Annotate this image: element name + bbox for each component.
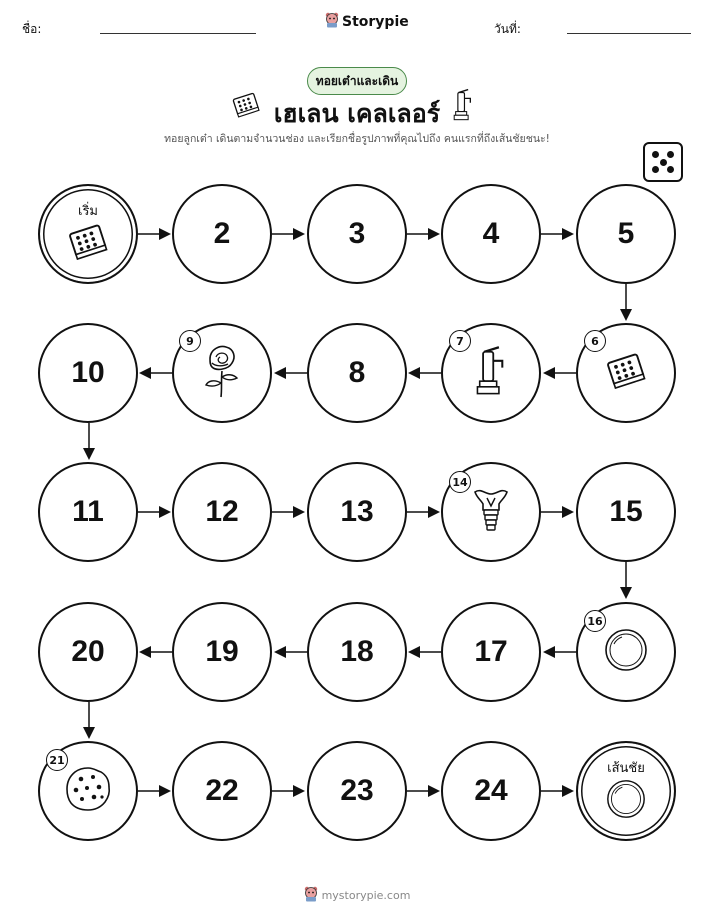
braille-book-icon bbox=[68, 224, 108, 264]
start-square[interactable] bbox=[38, 184, 138, 284]
name-label: ชื่อ: bbox=[22, 22, 42, 36]
square-number-badge: 16 bbox=[584, 610, 606, 632]
board-square-12[interactable]: 12 bbox=[172, 462, 272, 562]
throat-larynx-icon bbox=[471, 484, 511, 540]
game-type-badge: ทอยเต๋าและเดิน bbox=[307, 67, 407, 95]
plate-icon bbox=[604, 628, 648, 676]
board-square-3[interactable]: 3 bbox=[307, 184, 407, 284]
page-title: เฮเลน เคลเลอร์ bbox=[273, 99, 441, 128]
board-square-11[interactable]: 11 bbox=[38, 462, 138, 562]
rose-icon bbox=[200, 343, 244, 403]
storypie-logo-icon bbox=[304, 886, 318, 905]
square-number-badge: 9 bbox=[179, 330, 201, 352]
board-square-15[interactable]: 15 bbox=[576, 462, 676, 562]
board-square-5[interactable]: 5 bbox=[576, 184, 676, 284]
square-number-badge: 6 bbox=[584, 330, 606, 352]
board-square-23[interactable]: 23 bbox=[307, 741, 407, 841]
board-square-13[interactable]: 13 bbox=[307, 462, 407, 562]
board-square-2[interactable]: 2 bbox=[172, 184, 272, 284]
square-number-badge: 21 bbox=[46, 749, 68, 771]
board-square-19[interactable]: 19 bbox=[172, 602, 272, 702]
square-number-badge: 7 bbox=[449, 330, 471, 352]
board-square-22[interactable]: 22 bbox=[172, 741, 272, 841]
square-number-badge: 14 bbox=[449, 471, 471, 493]
footer bbox=[0, 886, 714, 905]
board-square-18[interactable]: 18 bbox=[307, 602, 407, 702]
start-label: เริ่ม bbox=[78, 204, 98, 219]
board-square-10[interactable]: 10 bbox=[38, 323, 138, 423]
finish-square[interactable] bbox=[576, 741, 676, 841]
board-square-24[interactable]: 24 bbox=[441, 741, 541, 841]
board-square-20[interactable]: 20 bbox=[38, 602, 138, 702]
finish-label: เส้นชัย bbox=[607, 761, 645, 776]
instructions: ทอยลูกเต๋า เดินตามจำนวนช่อง และเรียกชื่อรูปภาพที่คุณไปถึง คนแรกที่ถึงเส้นชัยชนะ! bbox=[164, 133, 550, 145]
board-square-4[interactable]: 4 bbox=[441, 184, 541, 284]
board-square-17[interactable]: 17 bbox=[441, 602, 541, 702]
braille-book-icon bbox=[606, 353, 646, 393]
cookie-icon bbox=[64, 765, 112, 817]
footer-url[interactable]: mystorypie.com bbox=[321, 889, 411, 902]
water-pump-icon bbox=[474, 345, 508, 401]
board-square-8[interactable]: 8 bbox=[307, 323, 407, 423]
date-label: วันที่: bbox=[494, 22, 521, 36]
brand-name: Storypie bbox=[342, 14, 409, 30]
plate-icon bbox=[606, 779, 646, 823]
